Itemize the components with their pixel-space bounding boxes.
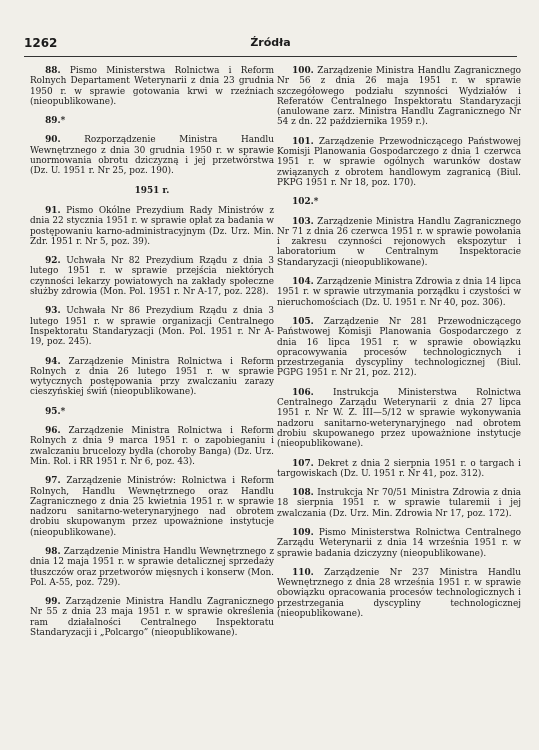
entry-text: Zarządzenie Ministra Handlu Zagranicznego Nr 56 z dnia 26 maja 1951 r. w sprawie szczegółowego podziału szynności Wydziałów i Referatów Centralnego Inspektoratu Standaryzacji (anulowane zarz. Ministra Handlu Zagranicznego Nr 54 z dn. 22 października 1959 r.).	[277, 66, 521, 128]
entry-text: Pismo Ministerstwa Rolnictwa i Reform Rolnych Departament Weterynarii z dnia 23 grudnia 1950 r. w sprawie gotowania krwi w rzeźniach (nieopublikowane).	[30, 66, 274, 107]
left-column	[30, 66, 274, 647]
list-item	[30, 426, 274, 467]
entry-number: 97.	[45, 476, 61, 487]
list-item	[277, 137, 521, 188]
entry-number: 90.	[45, 135, 61, 146]
entry-number: 98.	[45, 546, 61, 557]
entry-text: Zarządzenie Nr 237 Ministra Handlu Wewnętrznego z dnia 28 września 1951 r. w sprawie obowiązku opracowania procesów technologicznych i przestrzegania dyscypliny technologicznej (nieopublikowane).	[277, 567, 521, 620]
entry-number: 105.	[292, 316, 314, 327]
entry-text: Zarządzenie Ministra Handlu Zagranicznego Nr 55 z dnia 23 maja 1951 r. w sprawie określenia ram działalności Centralnego Inspektoratu Standaryzacji i „Polcargo” (nieopublikowane).	[30, 597, 274, 639]
entry-number: 110.	[292, 567, 314, 578]
header-rule	[24, 56, 517, 57]
entry-text: Zarządzenie Przewodniczącego Państwowej Komisji Planowania Gospodarczego z dnia 1 czerwca 1951 r. w sprawie ogólnych warunków dostaw związanych z obrotem handlowym zagranicą (Biul. PKPG 1951 r. Nr 18, poz. 170).	[277, 136, 521, 188]
list-item	[30, 476, 274, 538]
list-item	[30, 597, 274, 638]
year-heading: 1951 r.	[134, 185, 170, 196]
entry-text: Zarządzenie Ministra Zdrowia z dnia 14 lipca 1951 r. w sprawie utrzymania porządku i czystości w nieruchomościach (Dz. U. 1951 r. Nr 40, poz. 306).	[277, 277, 521, 308]
entry-text: Zarządzenie Nr 281 Przewodniczącego Państwowej Komisji Planowania Gospodarczego z dnia 16 lipca 1951 r. w sprawie obowiązku opracowywania procesów technologicznych i przestrzegania dyscypliny technologicznej (Biul. PGPG 1951 r. Nr 21, poz. 212).	[277, 316, 522, 379]
entry-text: Uchwała Nr 86 Prezydium Rządu z dnia 3 lutego 1951 r. w sprawie organizacji Centralnego Inspektoratu Standaryzacji (Mon. Pol. 1951 r. Nr A-19, poz. 245).	[30, 306, 274, 348]
entry-number: 107.	[292, 458, 314, 469]
entry-number: 92.	[45, 256, 61, 267]
list-item	[277, 488, 521, 519]
entry-number: 109.	[292, 527, 314, 538]
list-item	[277, 317, 521, 379]
list-item	[30, 135, 274, 176]
entry-number: 101.	[292, 136, 314, 147]
entry-text: Dekret z dnia 2 sierpnia 1951 r. o targach i targowiskach (Dz. U. 1951 r. Nr 41, poz. 312).	[277, 458, 521, 479]
list-item	[30, 306, 274, 347]
list-item	[277, 277, 521, 308]
list-item	[277, 217, 521, 268]
entry-number: 104.	[292, 277, 314, 288]
entry-number: 88.	[45, 66, 61, 76]
entry-number: 96.	[45, 426, 61, 437]
entry-number: 91.	[45, 205, 61, 216]
entry-number: 103.	[292, 216, 314, 227]
page-number: 1262	[24, 36, 58, 50]
entry-text: Zarządzenie Ministra Handlu Wewnętrznego z dnia 12 maja 1951 r. w sprawie detalicznej sprzedaży tłuszczów oraz przetworów mięsnych i konserw (Mon. Pol. A-55, poz. 729).	[30, 546, 274, 588]
right-column	[277, 66, 521, 628]
list-item	[30, 206, 274, 247]
entry-text: Pismo Ministerstwa Rolnictwa Centralnego Zarządu Weterynarii z dnia 14 września 1951 r. w sprawie badania dziczyzny (nieopublikowane).	[277, 527, 521, 559]
entry-number: 100.	[292, 66, 314, 76]
entry-number: 94.	[45, 356, 61, 367]
entry-text: Pismo Okólne Prezydium Rady Ministrów z dnia 22 stycznia 1951 r. w sprawie opłat za badania w postępowaniu karno-administracyjnym (Dz. Urz. Min. Zdr. 1951 r. Nr 5, poz. 39).	[30, 205, 274, 247]
entry-text: Rozporządzenie Ministra Handlu Wewnętrznego z dnia 30 grudnia 1950 r. w sprawie unormowania obrotu dziczyzną i jej przetwórstwa (Dz. U. 1951 r. Nr 25, poz. 190).	[30, 135, 274, 177]
list-item	[277, 528, 521, 559]
list-item	[277, 459, 521, 480]
list-item	[277, 66, 521, 128]
list-item	[277, 568, 521, 619]
list-item	[30, 547, 274, 588]
list-item	[30, 357, 274, 398]
entry-text: Zarządzenie Ministra Handlu Zagranicznego Nr 71 z dnia 26 czerwca 1951 r. w sprawie powołania i zakresu czynności rejonowych ekspozytur i laboratorium w Centralnym Inspektoracie Standaryzacji (nieopublikowane).	[277, 216, 521, 268]
page-header	[24, 36, 517, 54]
list-item	[30, 66, 274, 107]
entry-marker: 89.*	[45, 116, 66, 127]
entry-text: Instrukcja Nr 70/51 Ministra Zdrowia z dnia 18 sierpnia 1951 r. w sprawie tularemii i jej zwalczania (Dz. Urz. Min. Zdrowia Nr 17, poz. 172).	[277, 488, 521, 519]
entry-marker: 95.*	[45, 406, 66, 417]
entry-number: 93.	[45, 306, 61, 317]
entry-text: Zarządzenie Ministra Rolnictwa i Reform Rolnych z dnia 9 marca 1951 r. o zapobieganiu i zwalczaniu brucelozy bydła (choroby Banga) (Dz. Urz. Min. Rol. i RR 1951 r. Nr 6, poz. 43).	[30, 426, 274, 467]
entry-text: Uchwała Nr 82 Prezydium Rządu z dnia 3 lutego 1951 r. w sprawie przejścia niektórych czynności lekarzy powiatowych na zakłady społeczne służby zdrowia (Mon. Pol. 1951 r. Nr A-17, poz. 228).	[30, 256, 274, 298]
entry-marker: 102.*	[292, 197, 319, 208]
list-item	[277, 388, 521, 450]
entry-number: 99.	[45, 597, 61, 608]
list-item	[30, 256, 274, 297]
entry-number: 108.	[292, 488, 314, 499]
entry-text: Zarządzenie Ministrów: Rolnictwa i Reform Rolnych, Handlu Wewnętrznego oraz Handlu Zagranicznego z dnia 25 kwietnia 1951 r. w sprawie nadzoru sanitarno-weterynaryjnego nad obrotem drobiu skupowanym przez upoważnione instytucje (nieopublikowane).	[30, 476, 274, 538]
entry-text: Instrukcja Ministerstwa Rolnictwa Centralnego Zarządu Weterynarii z dnia 27 lipca 1951 r. Nr W. Z. III—5/12 w sprawie wykonywania nadzoru sanitarno-weterynaryjnego nad obrotem drobiu skupowanego przez upoważnione instytucje (nieopublikowane).	[277, 387, 521, 450]
entry-text: Zarządzenie Ministra Rolnictwa i Reform Rolnych z dnia 26 lutego 1951 r. w sprawie wytycznych postępowania przy zwalczaniu zarazy cieszyńskiej świń (nieopublikowane).	[30, 356, 274, 398]
entry-number: 106.	[292, 387, 314, 398]
running-title: Źródła	[250, 36, 291, 49]
